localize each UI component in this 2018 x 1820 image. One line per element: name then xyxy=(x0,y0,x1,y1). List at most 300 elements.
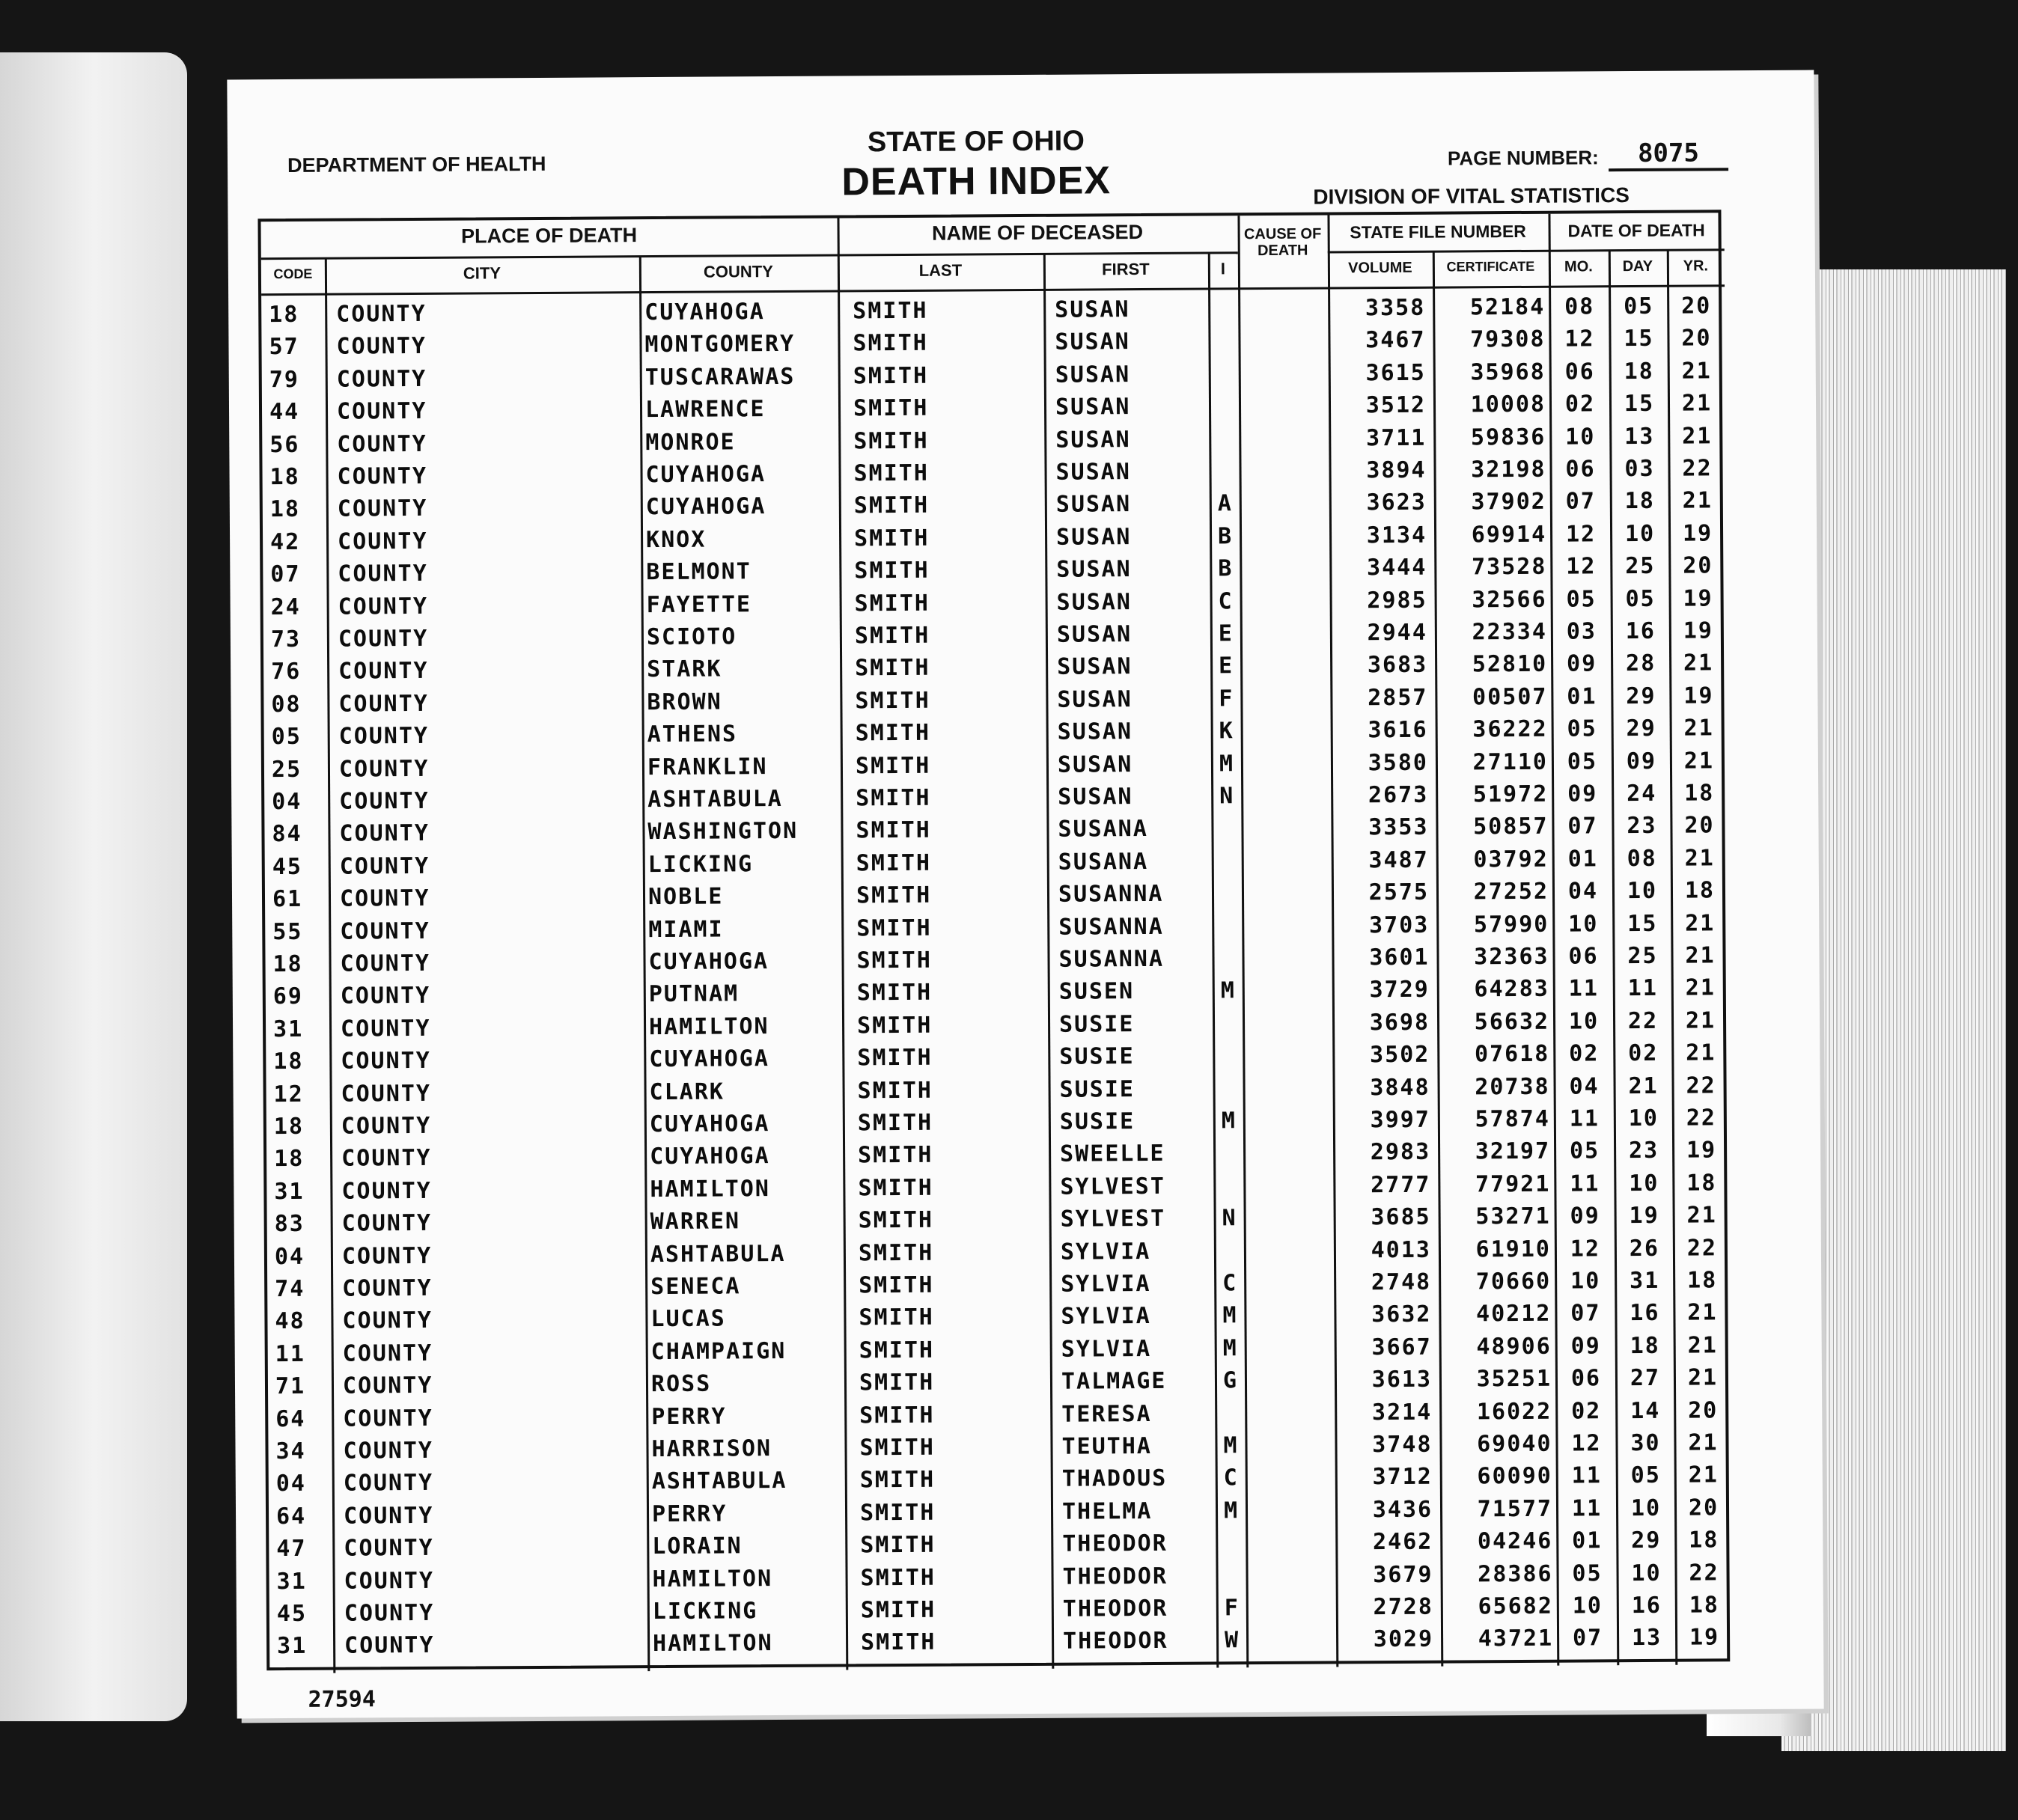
cell-mo: 01 xyxy=(1567,846,1598,873)
cell-certificate: 37902 xyxy=(1471,489,1546,516)
cell-yr: 21 xyxy=(1681,390,1713,417)
cell-day: 15 xyxy=(1624,391,1655,418)
cell-code: 74 xyxy=(275,1275,305,1303)
cell-first: SUSAN xyxy=(1057,653,1133,681)
cell-code: 42 xyxy=(269,528,301,555)
cell-city: COUNTY xyxy=(341,1048,431,1075)
left-page xyxy=(0,52,187,1721)
cell-yr: 21 xyxy=(1685,974,1716,1002)
cell-yr: 21 xyxy=(1687,1332,1718,1359)
cell-last: SMITH xyxy=(858,1142,933,1169)
cell-yr: 21 xyxy=(1683,715,1714,742)
header-date-of-death: DATE OF DEATH xyxy=(1567,220,1705,241)
cell-yr: 22 xyxy=(1682,455,1713,482)
cell-yr: 18 xyxy=(1686,1267,1718,1294)
cell-city: COUNTY xyxy=(343,1437,434,1465)
header-yr: YR. xyxy=(1683,257,1709,275)
cell-certificate: 48906 xyxy=(1476,1333,1552,1361)
cell-county: CUYAHOGA xyxy=(645,493,766,521)
cell-city: COUNTY xyxy=(338,690,429,718)
cell-certificate: 51972 xyxy=(1472,781,1549,808)
cell-mo: 08 xyxy=(1564,293,1595,320)
cell-day: 05 xyxy=(1624,293,1654,320)
cell-certificate: 64283 xyxy=(1474,976,1549,1003)
cell-city: COUNTY xyxy=(342,1372,433,1399)
cell-code: 45 xyxy=(276,1600,308,1628)
cell-last: SMITH xyxy=(857,1109,933,1137)
cell-city: COUNTY xyxy=(337,462,428,490)
cell-city: COUNTY xyxy=(343,1405,433,1432)
cell-first: SUSANNA xyxy=(1058,881,1164,908)
cell-yr: 20 xyxy=(1688,1396,1719,1424)
cell-code: 07 xyxy=(270,561,301,588)
cell-initial: M xyxy=(1223,1497,1240,1524)
cell-first: TERESA xyxy=(1061,1400,1152,1428)
cell-day: 08 xyxy=(1627,845,1657,872)
cell-last: SMITH xyxy=(856,849,932,877)
cell-code: 04 xyxy=(275,1471,307,1497)
cell-county: MONROE xyxy=(645,428,736,456)
cell-last: SMITH xyxy=(853,492,930,519)
cell-last: SMITH xyxy=(853,297,928,325)
cell-code: 48 xyxy=(275,1308,305,1335)
cell-city: COUNTY xyxy=(342,1307,433,1334)
cell-city: COUNTY xyxy=(341,1242,433,1270)
cell-initial: M xyxy=(1222,1302,1238,1329)
cell-day: 10 xyxy=(1627,878,1658,905)
cell-county: ASHTABULA xyxy=(651,1468,787,1495)
cell-certificate: 03792 xyxy=(1473,846,1549,873)
cell-yr: 20 xyxy=(1688,1494,1719,1521)
cell-city: COUNTY xyxy=(339,820,430,847)
cell-yr: 21 xyxy=(1685,909,1716,937)
cell-code: 12 xyxy=(273,1081,304,1108)
cell-day: 14 xyxy=(1630,1397,1661,1424)
cell-initial: C xyxy=(1218,587,1234,615)
cell-volume: 3683 xyxy=(1367,652,1428,679)
cell-first: SWEELLE xyxy=(1060,1140,1165,1168)
cell-yr: 18 xyxy=(1689,1592,1719,1619)
cell-mo: 12 xyxy=(1564,326,1595,352)
cell-day: 27 xyxy=(1630,1365,1661,1392)
cell-first: THEODOR xyxy=(1062,1595,1168,1622)
cell-code: 31 xyxy=(274,1178,305,1205)
cell-day: 16 xyxy=(1625,617,1656,645)
cell-code: 69 xyxy=(272,983,304,1010)
cell-county: CUYAHOGA xyxy=(649,1111,770,1138)
cell-first: SUSAN xyxy=(1057,718,1133,745)
cell-code: 76 xyxy=(271,659,302,685)
cell-last: SMITH xyxy=(855,655,930,682)
cell-first: SUSAN xyxy=(1055,361,1131,388)
cell-last: SMITH xyxy=(859,1304,934,1331)
page-number-label: PAGE NUMBER: xyxy=(1447,146,1599,170)
cell-yr: 21 xyxy=(1688,1429,1719,1456)
cell-city: COUNTY xyxy=(339,885,430,912)
cell-yr: 19 xyxy=(1683,682,1714,709)
cell-day: 03 xyxy=(1624,455,1655,483)
header-first: FIRST xyxy=(1102,259,1150,279)
cell-yr: 21 xyxy=(1685,942,1716,969)
cell-day: 18 xyxy=(1624,358,1654,385)
cell-first: SUSEN xyxy=(1058,978,1135,1006)
cell-certificate: 00507 xyxy=(1472,683,1548,711)
cell-volume: 2575 xyxy=(1368,879,1430,906)
cell-city: COUNTY xyxy=(338,593,429,620)
cell-first: SUSAN xyxy=(1055,459,1131,486)
cell-county: ASHTABULA xyxy=(650,1240,786,1268)
cell-day: 10 xyxy=(1624,520,1656,547)
cell-volume: 3894 xyxy=(1366,456,1427,484)
cell-yr: 22 xyxy=(1686,1234,1718,1262)
cell-first: SUSAN xyxy=(1055,523,1132,551)
cell-first: SUSIE xyxy=(1059,1075,1135,1103)
cell-day: 16 xyxy=(1631,1592,1662,1619)
cell-initial: M xyxy=(1222,1335,1238,1362)
division-label: DIVISION OF VITAL STATISTICS xyxy=(1313,183,1630,209)
cell-last: SMITH xyxy=(856,914,932,941)
cell-county: ROSS xyxy=(650,1370,712,1398)
header-city: CITY xyxy=(463,263,502,283)
cell-day: 30 xyxy=(1630,1429,1661,1457)
cell-volume: 3667 xyxy=(1371,1334,1432,1361)
cell-code: 11 xyxy=(275,1340,305,1367)
cell-last: SMITH xyxy=(859,1467,936,1494)
cell-initial: G xyxy=(1222,1367,1239,1394)
cell-city: COUNTY xyxy=(338,658,429,685)
cell-county: LICKING xyxy=(652,1598,758,1625)
cell-certificate: 32566 xyxy=(1472,586,1547,613)
cell-volume: 3613 xyxy=(1371,1366,1433,1393)
cell-yr: 21 xyxy=(1686,1202,1717,1229)
cell-volume: 2985 xyxy=(1367,587,1427,614)
cell-last: SMITH xyxy=(858,1174,933,1202)
cell-mo: 11 xyxy=(1568,975,1599,1002)
cell-code: 18 xyxy=(269,301,299,329)
cell-first: SUSANA xyxy=(1058,848,1149,876)
cell-code: 04 xyxy=(272,788,302,816)
cell-first: SUSANNA xyxy=(1058,945,1165,973)
cell-last: SMITH xyxy=(853,427,929,454)
cell-county: CUYAHOGA xyxy=(645,461,766,489)
cell-yr: 18 xyxy=(1686,1170,1717,1197)
cell-certificate: 43721 xyxy=(1478,1625,1554,1652)
cell-city: COUNTY xyxy=(338,625,429,653)
cell-last: SMITH xyxy=(860,1564,936,1591)
cell-county: CHAMPAIGN xyxy=(650,1337,787,1365)
cell-county: LUCAS xyxy=(650,1305,726,1333)
cell-volume: 2983 xyxy=(1370,1139,1431,1166)
cell-first: TALMAGE xyxy=(1061,1368,1167,1395)
cell-day: 10 xyxy=(1629,1170,1659,1197)
cell-county: WARREN xyxy=(650,1208,741,1236)
cell-county: NOBLE xyxy=(647,883,724,911)
cell-initial: M xyxy=(1223,1432,1239,1459)
cell-yr: 22 xyxy=(1689,1559,1719,1587)
cell-city: COUNTY xyxy=(338,561,428,587)
cell-initial: A xyxy=(1217,490,1233,517)
cell-county: HAMILTON xyxy=(652,1565,773,1592)
cell-code: 64 xyxy=(275,1405,306,1432)
cell-last: SMITH xyxy=(853,525,930,552)
cell-certificate: 70660 xyxy=(1475,1268,1552,1295)
cell-volume: 3444 xyxy=(1366,554,1427,581)
cell-certificate: 79308 xyxy=(1470,326,1546,353)
cell-certificate: 52184 xyxy=(1469,293,1546,321)
cell-day: 23 xyxy=(1628,1138,1659,1164)
cell-mo: 10 xyxy=(1570,1268,1601,1295)
cell-yr: 20 xyxy=(1681,293,1712,320)
cell-last: SMITH xyxy=(857,1077,933,1104)
cell-volume: 3214 xyxy=(1371,1399,1433,1426)
cell-initial: F xyxy=(1219,685,1234,712)
cell-first: SUSAN xyxy=(1057,685,1133,713)
cell-county: LAWRENCE xyxy=(644,396,766,424)
cell-volume: 2857 xyxy=(1368,684,1428,711)
cell-volume: 3467 xyxy=(1365,327,1426,354)
cell-first: THADOUS xyxy=(1061,1465,1168,1493)
header-code: CODE xyxy=(273,266,313,282)
cell-initial: M xyxy=(1219,750,1235,778)
cell-day: 10 xyxy=(1628,1105,1659,1132)
cell-last: SMITH xyxy=(856,882,932,909)
cell-volume: 3134 xyxy=(1366,522,1427,549)
cell-last: SMITH xyxy=(858,1239,934,1266)
cell-day: 18 xyxy=(1624,488,1655,515)
header-last: LAST xyxy=(918,260,963,280)
cell-day: 29 xyxy=(1626,682,1656,709)
cell-day: 29 xyxy=(1626,715,1656,742)
cell-city: COUNTY xyxy=(344,1535,434,1562)
cell-last: SMITH xyxy=(856,784,931,812)
cell-last: SMITH xyxy=(857,1044,933,1072)
cell-code: 18 xyxy=(273,1048,304,1075)
cell-last: SMITH xyxy=(855,752,931,779)
cell-day: 24 xyxy=(1627,780,1657,807)
cell-mo: 05 xyxy=(1566,585,1597,613)
cell-day: 31 xyxy=(1630,1267,1660,1295)
cell-city: COUNTY xyxy=(336,398,427,425)
cell-yr: 19 xyxy=(1686,1137,1717,1164)
cell-yr: 18 xyxy=(1689,1527,1719,1554)
cell-first: SYLVIA xyxy=(1061,1335,1152,1363)
cell-first: SYLVEST xyxy=(1060,1173,1165,1200)
cell-initial: N xyxy=(1219,783,1235,810)
cell-mo: 10 xyxy=(1568,910,1599,938)
cell-mo: 01 xyxy=(1572,1527,1603,1554)
cell-yr: 21 xyxy=(1683,747,1715,775)
cell-certificate: 35251 xyxy=(1476,1365,1552,1393)
cell-certificate: 65682 xyxy=(1478,1592,1553,1620)
cell-first: SUSAN xyxy=(1055,491,1132,519)
cell-code: 84 xyxy=(272,821,302,848)
cell-day: 22 xyxy=(1627,1007,1659,1034)
cell-last: SMITH xyxy=(856,980,933,1007)
cell-yr: 19 xyxy=(1689,1624,1720,1651)
cell-yr: 21 xyxy=(1687,1364,1719,1391)
cell-day: 13 xyxy=(1631,1625,1662,1652)
cell-volume: 3711 xyxy=(1365,424,1427,451)
cell-county: HARRISON xyxy=(651,1435,772,1463)
cell-county: BROWN xyxy=(647,688,722,715)
cell-certificate: 35968 xyxy=(1470,358,1546,386)
cell-certificate: 40212 xyxy=(1476,1301,1552,1328)
cell-yr: 21 xyxy=(1681,358,1712,385)
cell-initial: M xyxy=(1220,977,1236,1004)
cell-volume: 3502 xyxy=(1369,1041,1430,1069)
cell-code: 45 xyxy=(272,853,302,880)
cell-last: SMITH xyxy=(853,330,928,357)
cell-day: 19 xyxy=(1629,1203,1659,1230)
cell-mo: 01 xyxy=(1567,683,1597,710)
cell-volume: 3436 xyxy=(1372,1496,1433,1523)
cell-volume: 3358 xyxy=(1365,294,1426,322)
cell-day: 05 xyxy=(1625,585,1656,612)
cell-mo: 05 xyxy=(1569,1138,1600,1164)
cell-first: SUSAN xyxy=(1055,394,1131,421)
cell-county: PERRY xyxy=(651,1403,727,1430)
header-state-file-number: STATE FILE NUMBER xyxy=(1350,221,1526,242)
cell-yr: 21 xyxy=(1682,422,1713,450)
cell-mo: 10 xyxy=(1572,1592,1603,1619)
cell-day: 15 xyxy=(1627,910,1658,937)
cell-day: 13 xyxy=(1624,423,1655,450)
cell-certificate: 56632 xyxy=(1474,1008,1550,1036)
cell-last: SMITH xyxy=(854,590,930,617)
cell-day: 05 xyxy=(1630,1462,1661,1489)
cell-yr: 18 xyxy=(1684,877,1716,904)
cell-yr: 21 xyxy=(1685,1007,1716,1034)
cell-certificate: 32197 xyxy=(1475,1138,1551,1165)
cell-city: COUNTY xyxy=(337,430,427,458)
cell-county: ATHENS xyxy=(647,721,738,748)
cell-mo: 09 xyxy=(1566,650,1597,677)
cell-mo: 06 xyxy=(1564,358,1595,385)
cell-volume: 3729 xyxy=(1369,977,1430,1004)
cell-county: LICKING xyxy=(647,851,754,878)
cell-yr: 21 xyxy=(1682,487,1713,515)
cell-initial: W xyxy=(1224,1627,1240,1654)
cell-mo: 07 xyxy=(1570,1300,1601,1327)
cell-last: SMITH xyxy=(860,1629,936,1656)
cell-volume: 3698 xyxy=(1369,1009,1430,1036)
cell-mo: 04 xyxy=(1569,1072,1600,1100)
cell-mo: 06 xyxy=(1570,1365,1602,1392)
cell-mo: 11 xyxy=(1571,1495,1603,1522)
cell-last: SMITH xyxy=(859,1499,936,1527)
cell-volume: 3616 xyxy=(1368,716,1428,744)
cell-certificate: 32363 xyxy=(1474,943,1549,971)
cell-last: SMITH xyxy=(859,1402,935,1429)
cell-first: SUSANA xyxy=(1058,816,1148,843)
cell-city: COUNTY xyxy=(341,1210,433,1237)
cell-initial: K xyxy=(1219,718,1234,745)
cell-mo: 12 xyxy=(1565,521,1597,548)
cell-county: SCIOTO xyxy=(646,623,737,651)
cell-first: THEODOR xyxy=(1062,1563,1168,1590)
cell-mo: 02 xyxy=(1564,391,1596,418)
header-county: COUNTY xyxy=(703,262,773,281)
cell-initial: F xyxy=(1224,1595,1240,1622)
cell-first: SUSAN xyxy=(1057,751,1133,778)
cell-yr: 21 xyxy=(1686,1039,1716,1066)
cell-county: FAYETTE xyxy=(646,590,752,618)
cell-last: SMITH xyxy=(859,1271,934,1299)
cell-certificate: 10008 xyxy=(1470,391,1546,418)
cell-day: 16 xyxy=(1630,1300,1660,1327)
cell-last: SMITH xyxy=(853,394,929,422)
cell-volume: 3703 xyxy=(1368,911,1430,938)
cell-day: 09 xyxy=(1626,748,1657,775)
cell-code: 83 xyxy=(274,1211,305,1238)
rule-header-mid-left xyxy=(261,251,1238,260)
cell-county: CUYAHOGA xyxy=(649,1045,769,1073)
cell-mo: 10 xyxy=(1565,423,1596,451)
cell-city: COUNTY xyxy=(341,1112,432,1140)
cell-first: SUSAN xyxy=(1058,784,1133,810)
cell-first: SUSAN xyxy=(1055,426,1131,454)
cell-last: SMITH xyxy=(859,1337,935,1364)
cell-county: HAMILTON xyxy=(650,1175,771,1203)
cell-yr: 21 xyxy=(1687,1299,1718,1326)
cell-code: 79 xyxy=(269,366,300,393)
cell-county: MONTGOMERY xyxy=(644,331,796,358)
cell-certificate: 27110 xyxy=(1472,748,1549,775)
header-mo: MO. xyxy=(1564,258,1593,275)
cell-county: PUTNAM xyxy=(648,980,740,1008)
cell-yr: 20 xyxy=(1681,325,1712,352)
cell-initial: M xyxy=(1221,1108,1237,1135)
cell-code: 55 xyxy=(272,918,303,945)
cell-mo: 05 xyxy=(1572,1560,1603,1587)
cell-yr: 21 xyxy=(1684,845,1715,872)
cell-code: 18 xyxy=(273,1113,305,1140)
cell-day: 21 xyxy=(1628,1072,1659,1099)
cell-code: 73 xyxy=(270,626,302,653)
cell-mo: 07 xyxy=(1567,813,1598,840)
cell-county: WASHINGTON xyxy=(647,818,799,846)
cell-certificate: 53271 xyxy=(1475,1203,1551,1230)
death-index-page xyxy=(227,70,1823,1719)
cell-code: 64 xyxy=(275,1503,307,1530)
cell-city: COUNTY xyxy=(337,528,428,555)
cell-last: SMITH xyxy=(856,817,931,844)
cell-county: CUYAHOGA xyxy=(648,948,769,976)
cell-county: CUYAHOGA xyxy=(644,299,765,326)
cell-county: HAMILTON xyxy=(653,1630,773,1658)
cell-volume: 3029 xyxy=(1373,1626,1434,1653)
cell-volume: 2673 xyxy=(1368,781,1429,809)
cell-first: SUSAN xyxy=(1056,588,1133,616)
cell-day: 23 xyxy=(1627,813,1657,840)
cell-day: 10 xyxy=(1630,1494,1662,1521)
cell-mo: 07 xyxy=(1565,488,1596,515)
cell-code: 08 xyxy=(271,691,302,718)
cell-certificate: 16022 xyxy=(1476,1398,1552,1425)
cell-first: SUSAN xyxy=(1056,621,1133,648)
cell-mo: 05 xyxy=(1567,748,1598,775)
cell-county: PERRY xyxy=(651,1500,728,1527)
cell-volume: 3848 xyxy=(1370,1074,1430,1101)
cell-day: 25 xyxy=(1627,942,1658,970)
cell-city: COUNTY xyxy=(341,1177,432,1205)
cell-first: SUSAN xyxy=(1055,329,1130,356)
cell-first: SUSANNA xyxy=(1058,913,1164,941)
cell-mo: 11 xyxy=(1571,1462,1602,1489)
cell-volume: 3580 xyxy=(1368,749,1429,776)
cell-last: SMITH xyxy=(859,1369,935,1396)
cell-county: FRANKLIN xyxy=(647,753,768,781)
